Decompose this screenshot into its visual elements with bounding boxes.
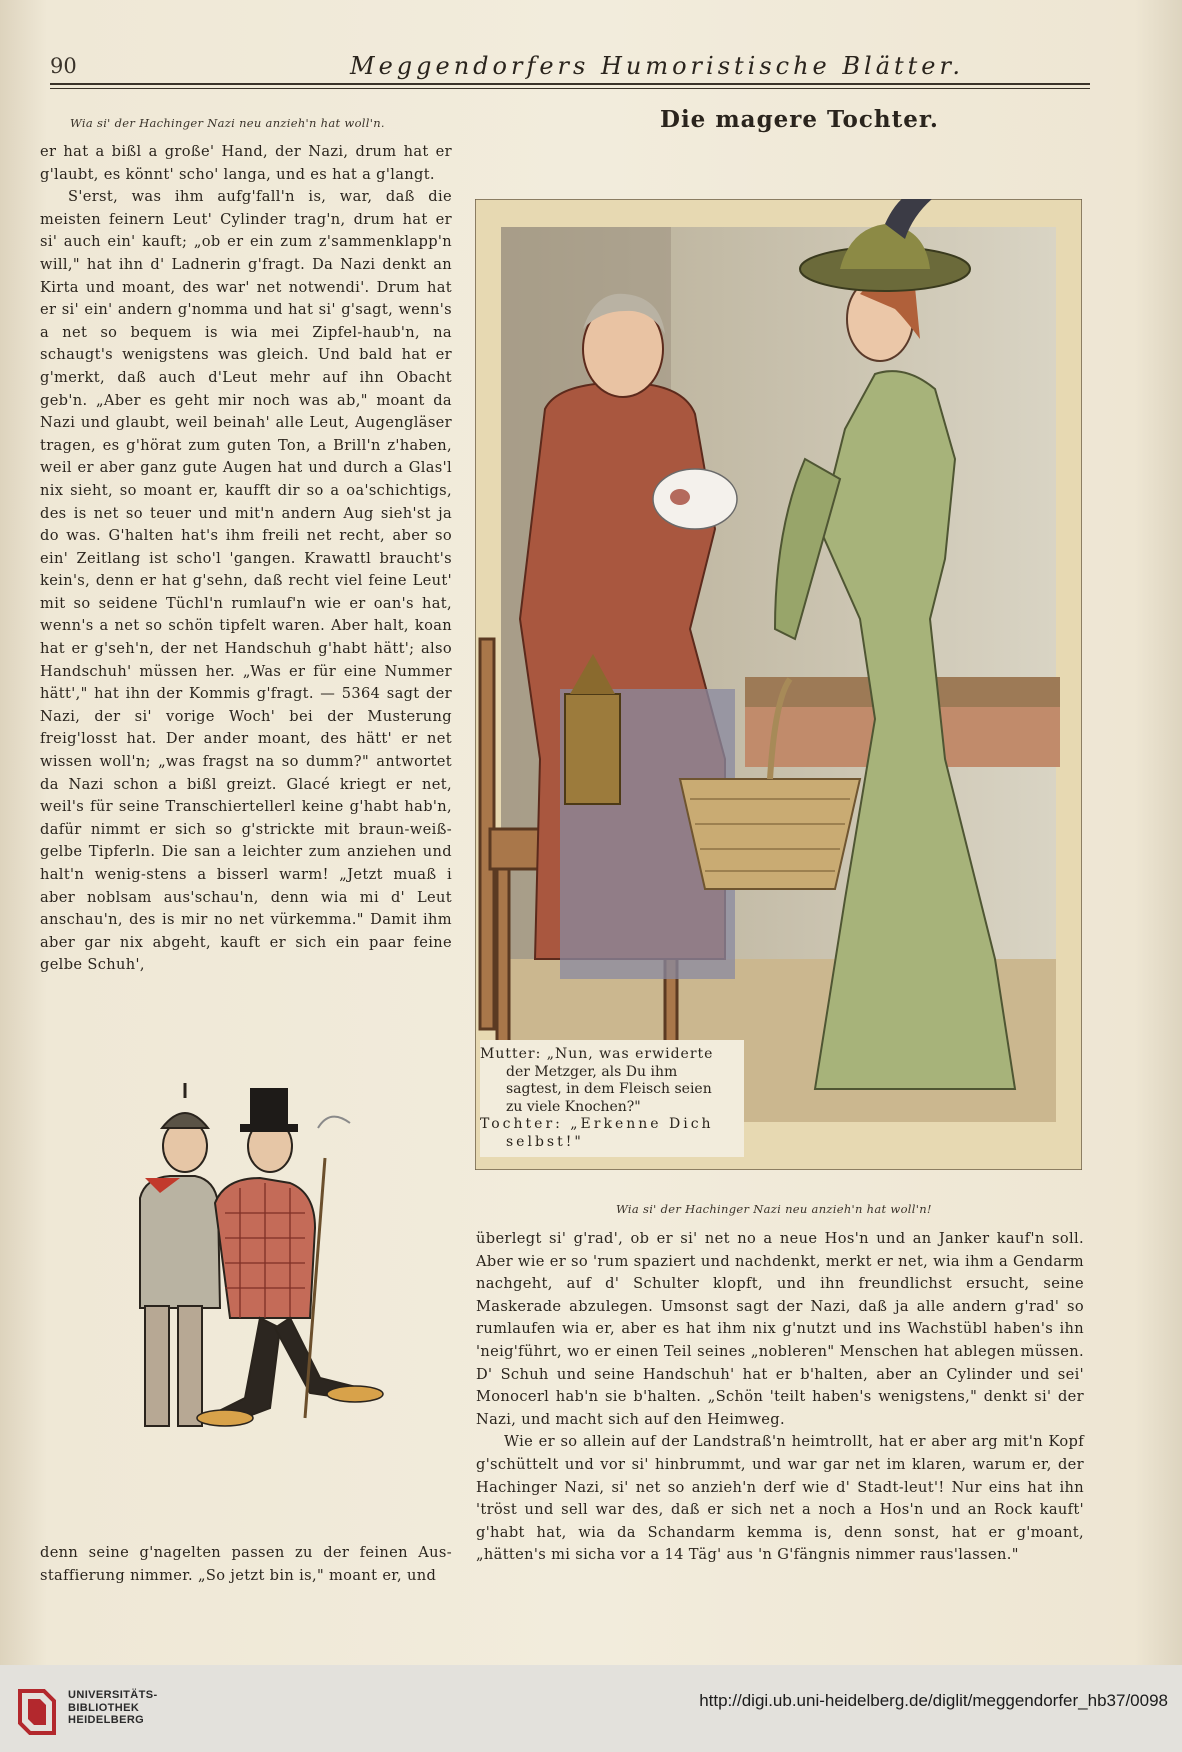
footer-bar <box>0 1665 1182 1752</box>
left-column-heading: Wia si' der Hachinger Nazi neu anzieh'n hat woll'n. <box>70 116 385 130</box>
paragraph: denn seine g'nagelten passen zu der feinen Aus-staffierung nimmer. „So jetzt bin is," moant er, und <box>40 1544 452 1584</box>
cartoon-gendarme-and-nazi <box>100 1068 440 1478</box>
caption-line: sagtest, in dem Fleisch seien <box>506 1081 712 1097</box>
header-rule <box>50 83 1090 85</box>
page-number: 90 <box>50 54 77 78</box>
library-name-line: UNIVERSITÄTS- <box>68 1689 158 1701</box>
paragraph: S'erst, was ihm aufg'fall'n is, war, daß die meisten feinern Leut' Cylinder trag'n, drum hat er si' auch ein' kauft; „ob er ein zum z'sammenklapp'n will," hat ihn d' Ladnerin g'fragt. Da Nazi denkt an Kirta und moant, des war' net notwendi'. Drum hat er si' ein' andern g'nomma und hat si' g'sagt, wenn's a net so bequem is wia mei Zipfel-haub'n, na schaugt's wenigstens was gleich. Und bald hat er g'merkt, daß auch d'Leut mehr auf ihn Obacht geb'n. „Aber es geht mir noch was ab," moant da Nazi und glaubt, weil beinah' alle Leut, Augengläser tragen, es g'hörat zum guten Ton, a Brill'n z'haben, weil er aber ganz gute Augen hat und durch a Glas'l nix sieht, so moant er, kaufft dir so a oa'schichtigs, des is net so teuer und mit'n andern Aug sieh'st ja do was. G'halten hat's ihm freili net recht, aber so ein' Zeitlang ist scho'l 'gangen. Krawattl braucht's kein's, denn er hat g'sehn, daß recht viel feine Leut' mit so seidene Tüchl'n rumlauf'n wie er oan's hat, wenn's a net so schön tipfelt waren. Aber halt, koan hat er g'seh'n, der net Handschuh g'habt hätt'; also Handschuh' müssen her. „Was er für eine Nummer hätt'," hat ihn der Kommis g'fragt. — 5364 sagt der Nazi, der si' vorige Woch' bei der Musterung freig'losst hat. Der ander moant, des hätt' er net wissen woll'n; „was fragst na so dumm?" antwortet da Nazi schon a bißl greizt. Glacé kriegt er net, weil's für seine Transchiertellerl keine g'habt hab'n, dafür nimmt er sich so g'strickte mit braun-weiß-gelbe Tipferln. Die san a leichter zum anziehen und halt'n wenig-stens a bisserl warm! „Jetzt muaß i aber noblsam aus'schau'n, denn wia mi d' Leut anschau'n, des is mir no net vürkemma." Damit ihm aber gar nix abgeht, kauft er sich ein paar feine gelbe Schuh', <box>40 188 452 974</box>
right-column-text <box>476 1228 1084 1567</box>
paragraph: Wie er so allein auf der Landstraß'n heimtrollt, hat er aber arg mit'n Kopf g'schüttelt und vor si' hinbrummt, und war gar net im klaren, warum er, der Hachinger Nazi, si' net so anzieh'n derf wie d' Stadt-leut'! Nur eins hat ihn 'tröst und sell war des, daß er sich net a noch a Hos'n und an Rock kauft' g'habt hat, wia da Schandarm kemma is, denn sonst, hat er g'moant, „hätten's mi sicha vor a 14 Täg' aus 'n G'fängnis nimmer raus'lassen." <box>476 1433 1084 1564</box>
caption-line: zu viele Knochen?" <box>506 1098 641 1115</box>
story-title: Die magere Tochter. <box>660 106 939 133</box>
page-header <box>50 50 1090 84</box>
left-column-text <box>40 141 452 977</box>
paragraph: er hat a bißl a große' Hand, der Nazi, drum hat er g'laubt, es könnt' scho' langa, und es hat a g'langt. <box>40 143 452 183</box>
illustration-mother-daughter <box>475 199 1082 1170</box>
library-name <box>68 1689 158 1727</box>
university-logo-icon <box>14 1683 60 1739</box>
illustration-caption <box>480 1040 744 1157</box>
cartoon-drawing <box>100 1068 440 1478</box>
right-column-heading: Wia si' der Hachinger Nazi neu anzieh'n hat woll'n! <box>616 1202 932 1216</box>
library-name-line: HEIDELBERG <box>68 1714 145 1726</box>
illustration-drawing <box>475 199 1082 1170</box>
header-rule-thin <box>50 88 1090 89</box>
caption-line: der Metzger, als Du ihm <box>506 1063 678 1080</box>
journal-title: Meggendorfers Humoristische Blätter. <box>350 52 964 80</box>
source-url[interactable]: http://digi.ub.uni-heidelberg.de/diglit/meggendorfer_hb37/0098 <box>699 1691 1168 1710</box>
library-name-line: BIBLIOTHEK <box>68 1701 140 1714</box>
caption-line: Tochter: „Erkenne Dich <box>480 1116 714 1132</box>
left-column-bottom-text <box>40 1542 452 1587</box>
caption-line: Mutter: „Nun, was erwiderte <box>480 1046 714 1062</box>
caption-line: selbst!" <box>506 1133 584 1150</box>
paragraph: überlegt si' g'rad', ob er si' net no a neue Hos'n und an Janker kauf'n soll. Aber wie er so 'rum spaziert und nachdenkt, merkt er net, wia ihm a Gendarm nachgeht, auf d' Schulter klopft, und ihn freundlichst ersucht, seine Maskerade abzulegen. Umsonst sagt der Nazi, daß ja alle andern g'rad' so rumlaufen wia er, aber es hat ihm nix g'nutzt und ins Wachstübl haben's ihn 'neig'führt, wo er einen Teil seines „nobleren" Menschen hat ablegen müssen. D' Schuh und seine Handschuh' hat er b'halten, aber an Cylinder und sei' Monocerl hab'n sie b'halten. „Schön 'teilt haben's wenigstens," denkt si' der Nazi, und macht sich auf den Heimweg. <box>476 1230 1084 1428</box>
